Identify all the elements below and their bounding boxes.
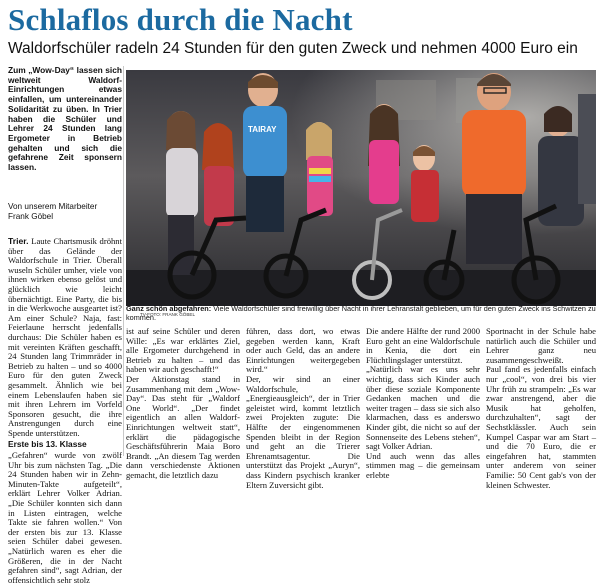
article-column-3 [246,327,360,490]
byline-author: Frank Göbel [8,211,54,221]
article-paragraph: führen, dass dort, wo etwas gegeben werden kann, Kraft oder auch Geld, das an andere Einrichtungen weitergegeben wird.“ Der, wir sind an einer Waldorfschule, „Energieausgleich“, der in Trier geleistet wird, kommt letztlich zwei Projekten zugute: Die Hälfte der eingenommenen Spenden bleibt in der Region und geht an die Trierer Ehrenamtsagentur. Die unterstützt das Projekt „Auryn“, dass Kindern psychisch kranker Eltern Zuversicht gibt. [246,326,360,490]
column-rule [123,66,124,456]
article-paragraph: „Gefahren“ wurde von zwölf Uhr bis zum nächsten Tag. „Die 24 Stunden haben wir in Zehn-Minuten-Takte aufgeteilt“, erklärt Lehrer Volker Adrian. „Die Schüler konnten sich dann in Listen eintragen, welche Takte sie fahren wollen.“ Von der ersten bis zur 13. Klasse seien Schüler dabei gewesen. „Natürlich waren es eher die Größeren, die in der Nacht gefahren sind“, sagt Adrian, der offensichtlich sehr stolz [8,450,122,585]
byline [8,202,122,222]
photo [126,70,596,306]
article-paragraph: Die andere Hälfte der rund 2000 Euro geht an eine Waldorfschule in Kenia, die dort ein Flüchtlingslager unterstützt. „Natürlich war es uns sehr wichtig, dass sich Kinder auch über diese soziale Komponente Gedanken machen und die weiter tragen – dass sie sich also klarmachen, dass es anderswo Kinder gibt, die nicht so auf der Sonnenseite des Lebens stehen“, sagt Volker Adrian. Und auch wenn das alles stimmen mag – die gemeinsam erlebte [366,326,480,480]
article-paragraph [8,237,122,438]
article-column-2 [126,327,240,481]
photo-caption [126,305,596,322]
dateline: Trier. [8,236,29,246]
lead-text: Zum „Wow-Day“ lassen sich weltweit Waldorf-Einrichtungen etwas einfallen, um untereinander Solidarität zu üben. In Trier haben die Schüler und Lehrer 24 Stunden lang Ergometer in Betrieb gehalten und sich die gefahrene Zeit sponsern lassen. [8,65,122,173]
photo-credit: TV-FOTO: FRANK GÖBEL [140,312,196,317]
photo-illustration [126,70,596,306]
article-column-5 [486,327,596,490]
article-paragraph: Sportnacht in der Schule habe natürlich auch die Schüler und Lehrer ganz neu zusammengeschweißt. Paul fand es jedenfalls einfach nur „cool“, von drei bis vier Uhr früh zu strampeln: „Es war zwar anstrengend, aber die Musik hat geholfen, durchzuhalten“, sagt der Sechstklässler. Auch sein Kumpel Caspar war am Start – und die 70 Euro, die er eingefahren hat, stammten unter anderem von seiner Familie: 50 Cent gab's von der kleinen Schwester. [486,326,596,490]
lead-paragraph [8,66,122,173]
shirt-print: TAIRAY [248,125,277,134]
byline-prefix: Von unserem Mitarbeiter [8,202,98,211]
article-column-4 [366,327,480,481]
subheadline: Waldorfschüler radeln 24 Stunden für den guten Zweck und nehmen 4000 Euro ein [8,40,578,57]
article-column-1 [8,237,122,585]
caption-text: Viele Waldorfschüler sind freiwillig über Nacht in ihrer Lehranstalt geblieben, um für den guten Zweck ins Schwitzen zu kommen. [126,304,596,322]
caption-lead: Ganz schön abgefahren: [126,304,212,313]
headline: Schlaflos durch die Nacht [8,2,353,37]
paragraph-text: Laute Chartsmusik dröhnt über das Gelände der Waldorfschule in Trier. Überall wuseln Schüler umher, viele von ihnen wirken ebenso gelöst und glücklich wie leicht übernächtigt. Eine Party, die bis in die Werkwoche ausgeartet ist? Am einer Schule? Naja, fast: Feierlaune herrscht jedenfalls durchaus: Die Schüler haben es mit vereinten Kräften geschafft, 24 Stunden lang Trimmräder in Betrieb zu halten – und so 4000 Euro für den guten Zweck gesammelt. Ähnlich wie bei einem Lebenslaufen haben sie mit ihren Lehrern im Vorfeld Sponsoren gesucht, die ihre Anstrengungen durch eine Spende unterstützen. [8,236,122,438]
crosshead: Erste bis 13. Klasse [8,439,87,450]
article-paragraph: ist auf seine Schüler und deren Wille: „Es war erklärtes Ziel, alle Ergometer durchgehend in Betrieb zu halten – und das haben wir auch geschafft!“ Der Aktionstag stand in Zusammenhang mit dem „Wow-Day“. Das steht für „Waldorf One World“. „Der findet eigentlich an allen Waldorf-Einrichtungen weltweit statt“, erklärt die pädagogische Geschäftsführerin Maia Boro Brandt. „An diesem Tag werden dann verschiedenste Aktionen gemacht, die letztlich dazu [126,326,240,480]
